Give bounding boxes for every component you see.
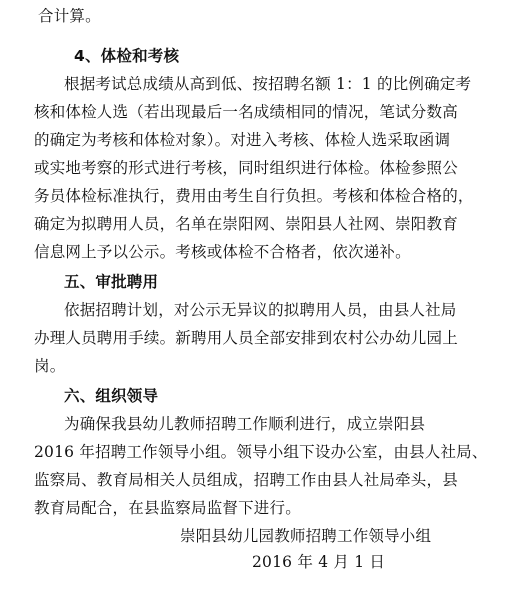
section-4-line-3: 的确定为考核和体检对象）。对进入考核、体检人选采取函调: [34, 131, 451, 149]
section-4-line-6: 确定为拟聘用人员，名单在崇阳网、崇阳县人社网、崇阳教育: [34, 215, 458, 233]
section-5-line-3: 岗。: [34, 357, 66, 375]
signature-date: 2016 年 4 月 1 日: [252, 553, 386, 571]
section-6-line-1: 为确保我县幼儿教师招聘工作顺利进行，成立崇阳县: [64, 415, 426, 433]
section-5-line-1: 依据招聘计划，对公示无异议的拟聘用人员，由县人社局: [64, 301, 457, 319]
section-4-line-4: 或实地考察的形式进行考核，同时组织进行体检。体检参照公: [34, 159, 458, 177]
section-6-line-2: 2016 年招聘工作领导小组。领导小组下设办公室，由县人社局、: [34, 443, 488, 461]
section-5-line-2: 办理人员聘用手续。新聘用人员全部安排到农村公办幼儿园上: [34, 329, 458, 347]
section-4-line-7: 信息网上予以公示。考核或体检不合格者，依次递补。: [34, 243, 411, 261]
section-5-heading: 五、审批聘用: [64, 273, 159, 291]
section-6-line-4: 教育局配合，在县监察局监督下进行。: [34, 499, 301, 517]
section-4-line-1: 根据考试总成绩从高到低、按招聘名额 1：1 的比例确定考: [64, 75, 472, 93]
signature-organization: 崇阳县幼儿园教师招聘工作领导小组: [180, 527, 432, 545]
intro-tail-text: 合计算。: [38, 7, 101, 25]
section-4-line-2: 核和体检人选（若出现最后一名成绩相同的情况，笔试分数高: [34, 103, 458, 121]
section-6-heading: 六、组织领导: [64, 387, 159, 405]
section-6-line-3: 监察局、教育局相关人员组成，招聘工作由县人社局牵头，县: [34, 471, 458, 489]
section-4-heading: 4、体检和考核: [74, 47, 180, 65]
section-4-line-5: 务员体检标准执行，费用由考生自行负担。考核和体检合格的，: [34, 187, 474, 205]
